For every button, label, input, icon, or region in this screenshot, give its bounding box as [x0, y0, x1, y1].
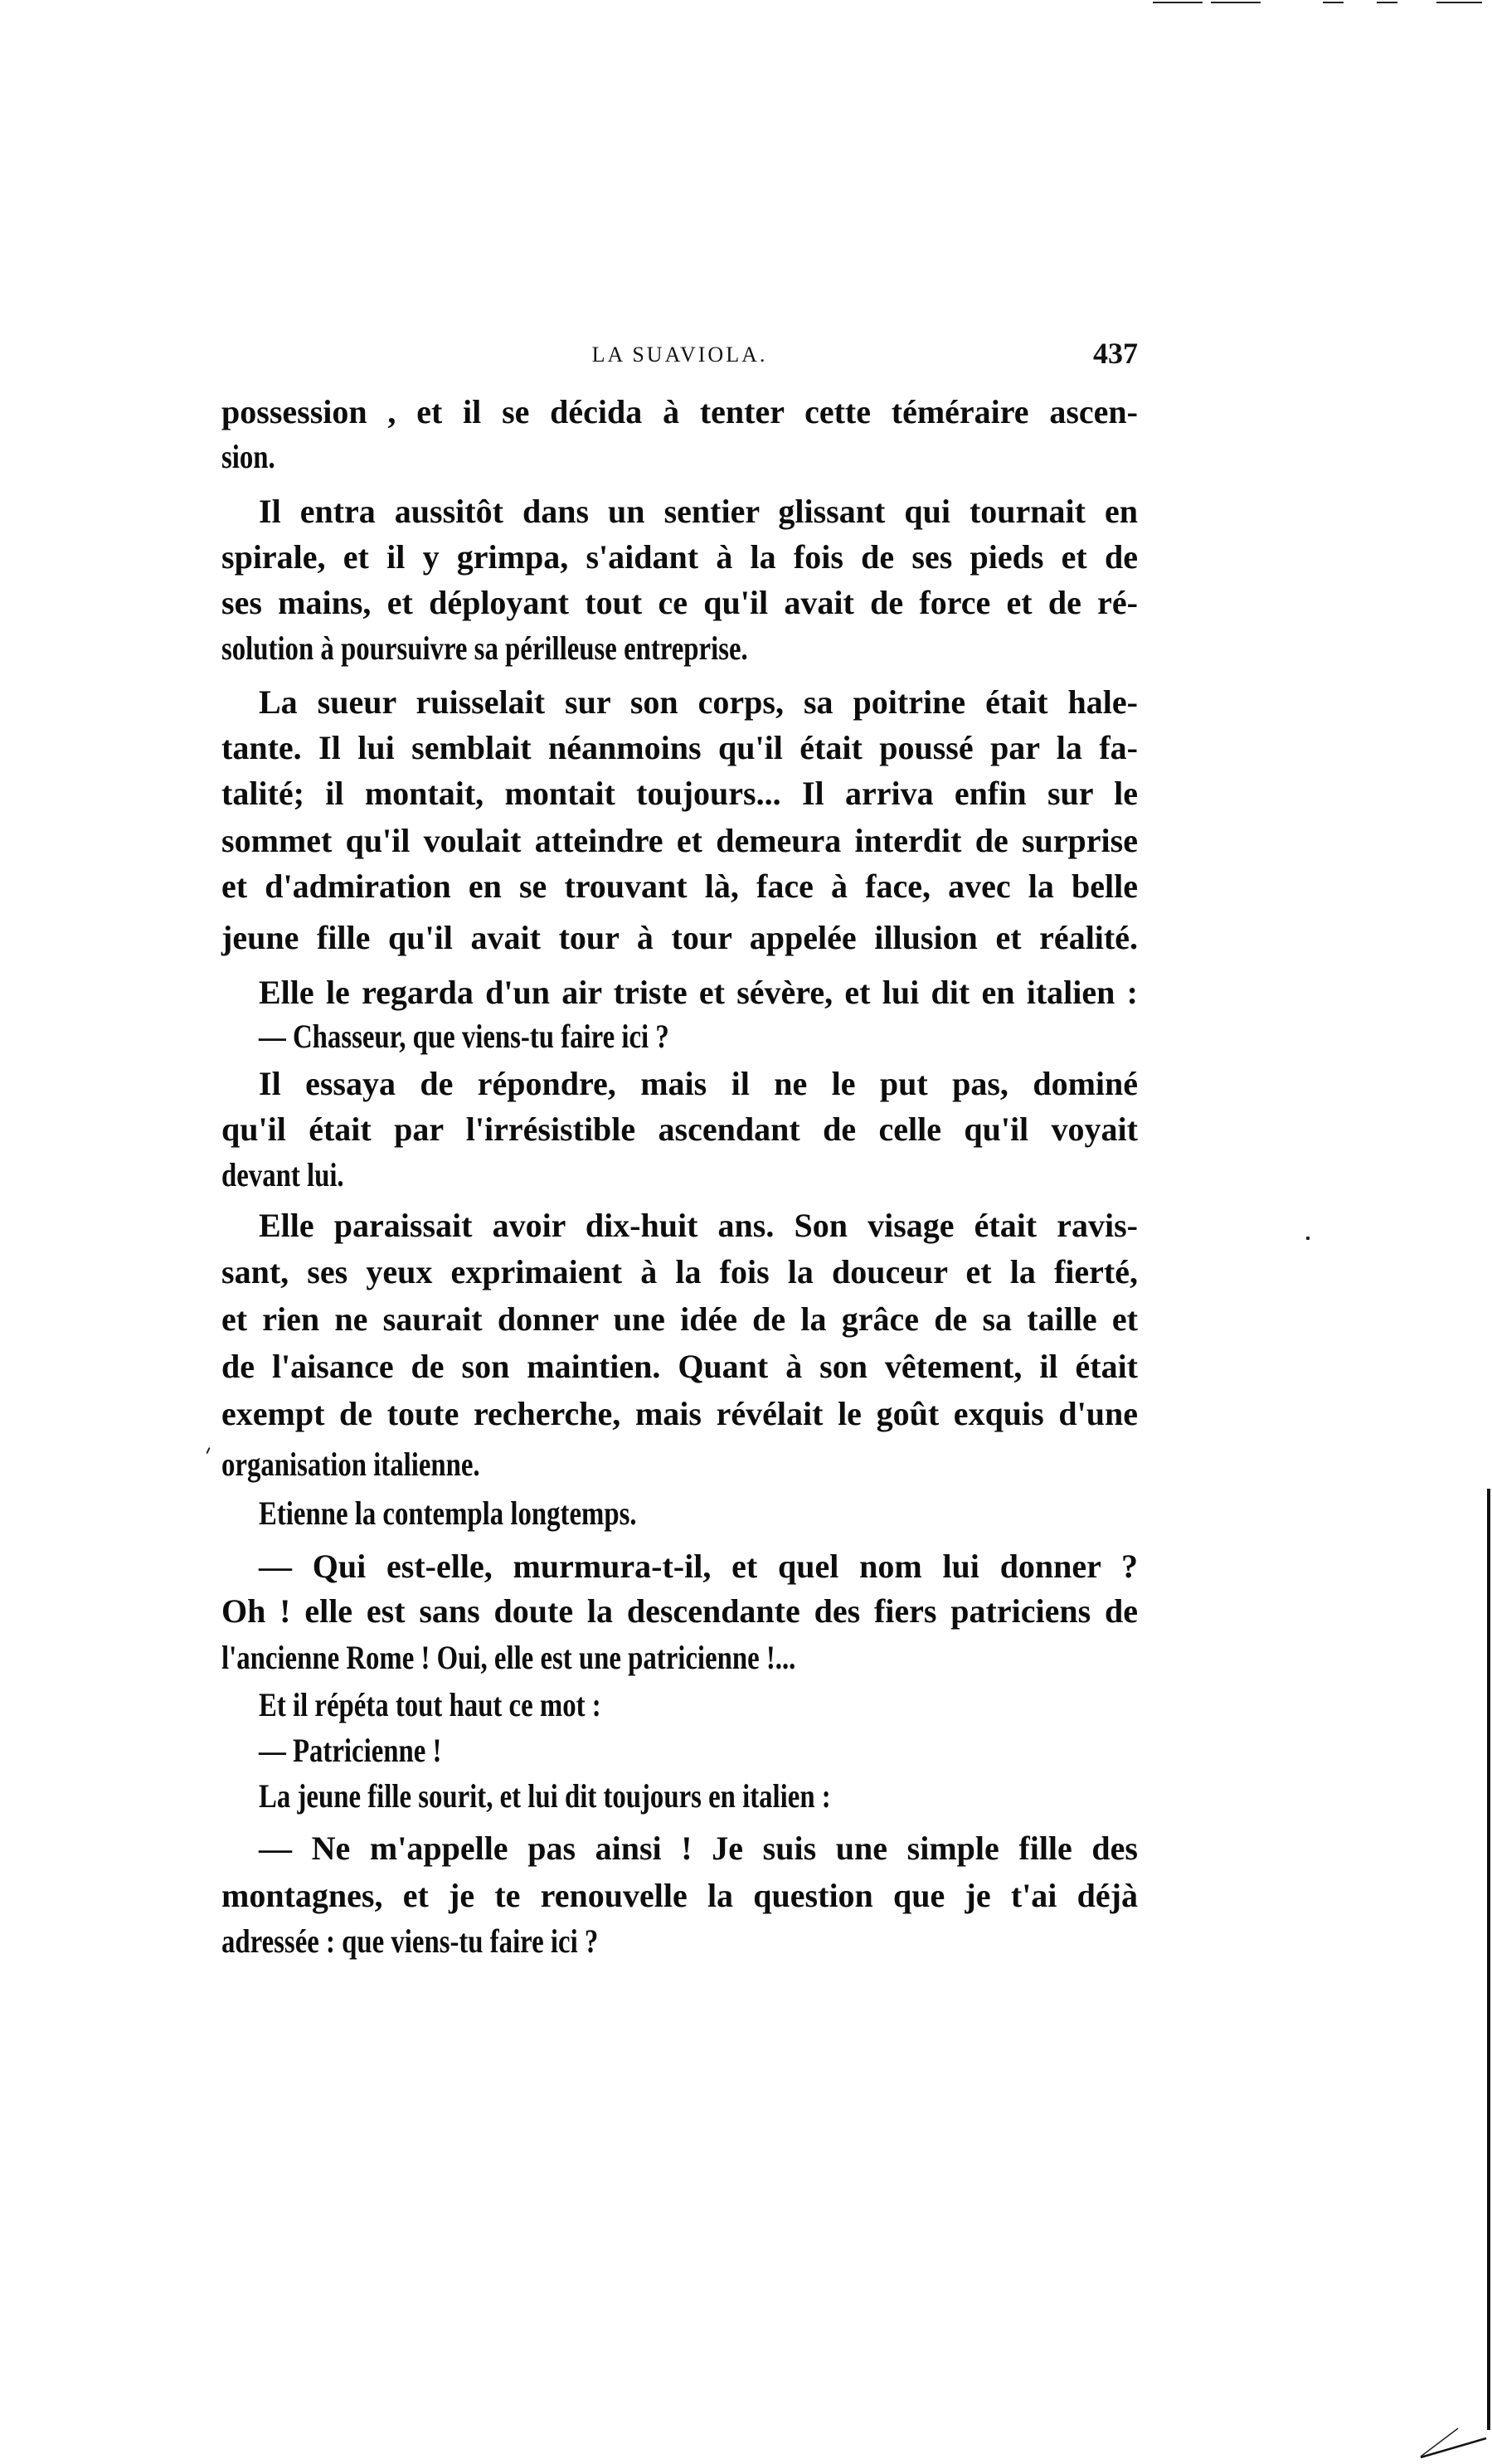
text-line: possession , et il se décida à tenter cette téméraire ascen-: [221, 393, 1138, 430]
text-line: Oh ! elle est sans doute la descendante des fiers patriciens de: [221, 1592, 1138, 1630]
text-line: exempt de toute recherche, mais révélait le goût exquis d'une: [221, 1395, 1138, 1432]
text-line: de l'aisance de son maintien. Quant à son vêtement, il était: [221, 1348, 1138, 1385]
text-line: organisation italienne.: [221, 1446, 480, 1483]
text-line: Il essaya de répondre, mais il ne le put pas, dominé: [259, 1065, 1138, 1102]
text-line: sion.: [221, 438, 275, 475]
text-line: et rien ne saurait donner une idée de la grâce de sa taille et: [221, 1300, 1138, 1338]
running-head: [221, 336, 1138, 377]
text-line: La sueur ruisselait sur son corps, sa poitrine était hale-: [259, 683, 1138, 721]
text-line: montagnes, et je te renouvelle la question que je t'ai déjà: [221, 1877, 1138, 1914]
text-line: sant, ses yeux exprimaient à la fois la douceur et la fierté,: [221, 1253, 1138, 1290]
text-line: La jeune fille sourit, et lui dit toujours en italien :: [258, 1777, 831, 1815]
page-corner-mark: [1410, 2422, 1492, 2464]
scan-edge-marks: [1128, 0, 1492, 7]
text-line: sommet qu'il voulait atteindre et demeura interdit de surprise: [221, 822, 1138, 859]
text-line: Il entra aussitôt dans un sentier glissant qui tournait en: [259, 493, 1138, 530]
text-line: — Qui est-elle, murmura-t-il, et quel nom lui donner ?: [259, 1548, 1138, 1585]
text-line: — Ne m'appelle pas ainsi ! Je suis une simple fille des: [259, 1830, 1138, 1867]
text-line: adressée : que viens-tu faire ici ?: [221, 1922, 599, 1960]
running-title: LA SUAVIOLA.: [591, 343, 768, 367]
text-line: Etienne la contempla longtemps.: [258, 1494, 637, 1532]
text-line: talité; il montait, montait toujours... Il arriva enfin sur le: [221, 775, 1138, 812]
text-line: qu'il était par l'irrésistible ascendant de celle qu'il voyait: [221, 1111, 1138, 1148]
text-line: l'ancienne Rome ! Oui, elle est une patricienne !...: [221, 1639, 796, 1676]
text-line: Et il répéta tout haut ce mot :: [258, 1686, 601, 1723]
page-edge-line: [1487, 1489, 1490, 2430]
text-line: Elle paraissait avoir dix-huit ans. Son visage était ravis-: [259, 1207, 1138, 1244]
text-line: jeune fille qu'il avait tour à tour appelée illusion et réalité.: [221, 919, 1138, 956]
text-line: et d'admiration en se trouvant là, face à face, avec la belle: [221, 868, 1138, 905]
text-line: — Patricienne !: [258, 1732, 442, 1769]
text-line: ses mains, et déployant tout ce qu'il avait de force et de ré-: [221, 584, 1138, 621]
text-line: tante. Il lui semblait néanmoins qu'il était poussé par la fa-: [221, 729, 1138, 766]
text-line: spirale, et il y grimpa, s'aidant à la fois de ses pieds et de: [221, 538, 1138, 576]
page-number: 437: [1093, 337, 1138, 370]
text-line: Elle le regarda d'un air triste et sévère, et lui dit en italien :: [259, 974, 1138, 1011]
scan-speck: [206, 1447, 210, 1454]
scan-speck: [1306, 1237, 1310, 1240]
text-line: solution à poursuivre sa périlleuse entreprise.: [221, 629, 748, 667]
text-line: devant lui.: [221, 1156, 344, 1193]
text-line: — Chasseur, que viens-tu faire ici ?: [258, 1018, 669, 1055]
